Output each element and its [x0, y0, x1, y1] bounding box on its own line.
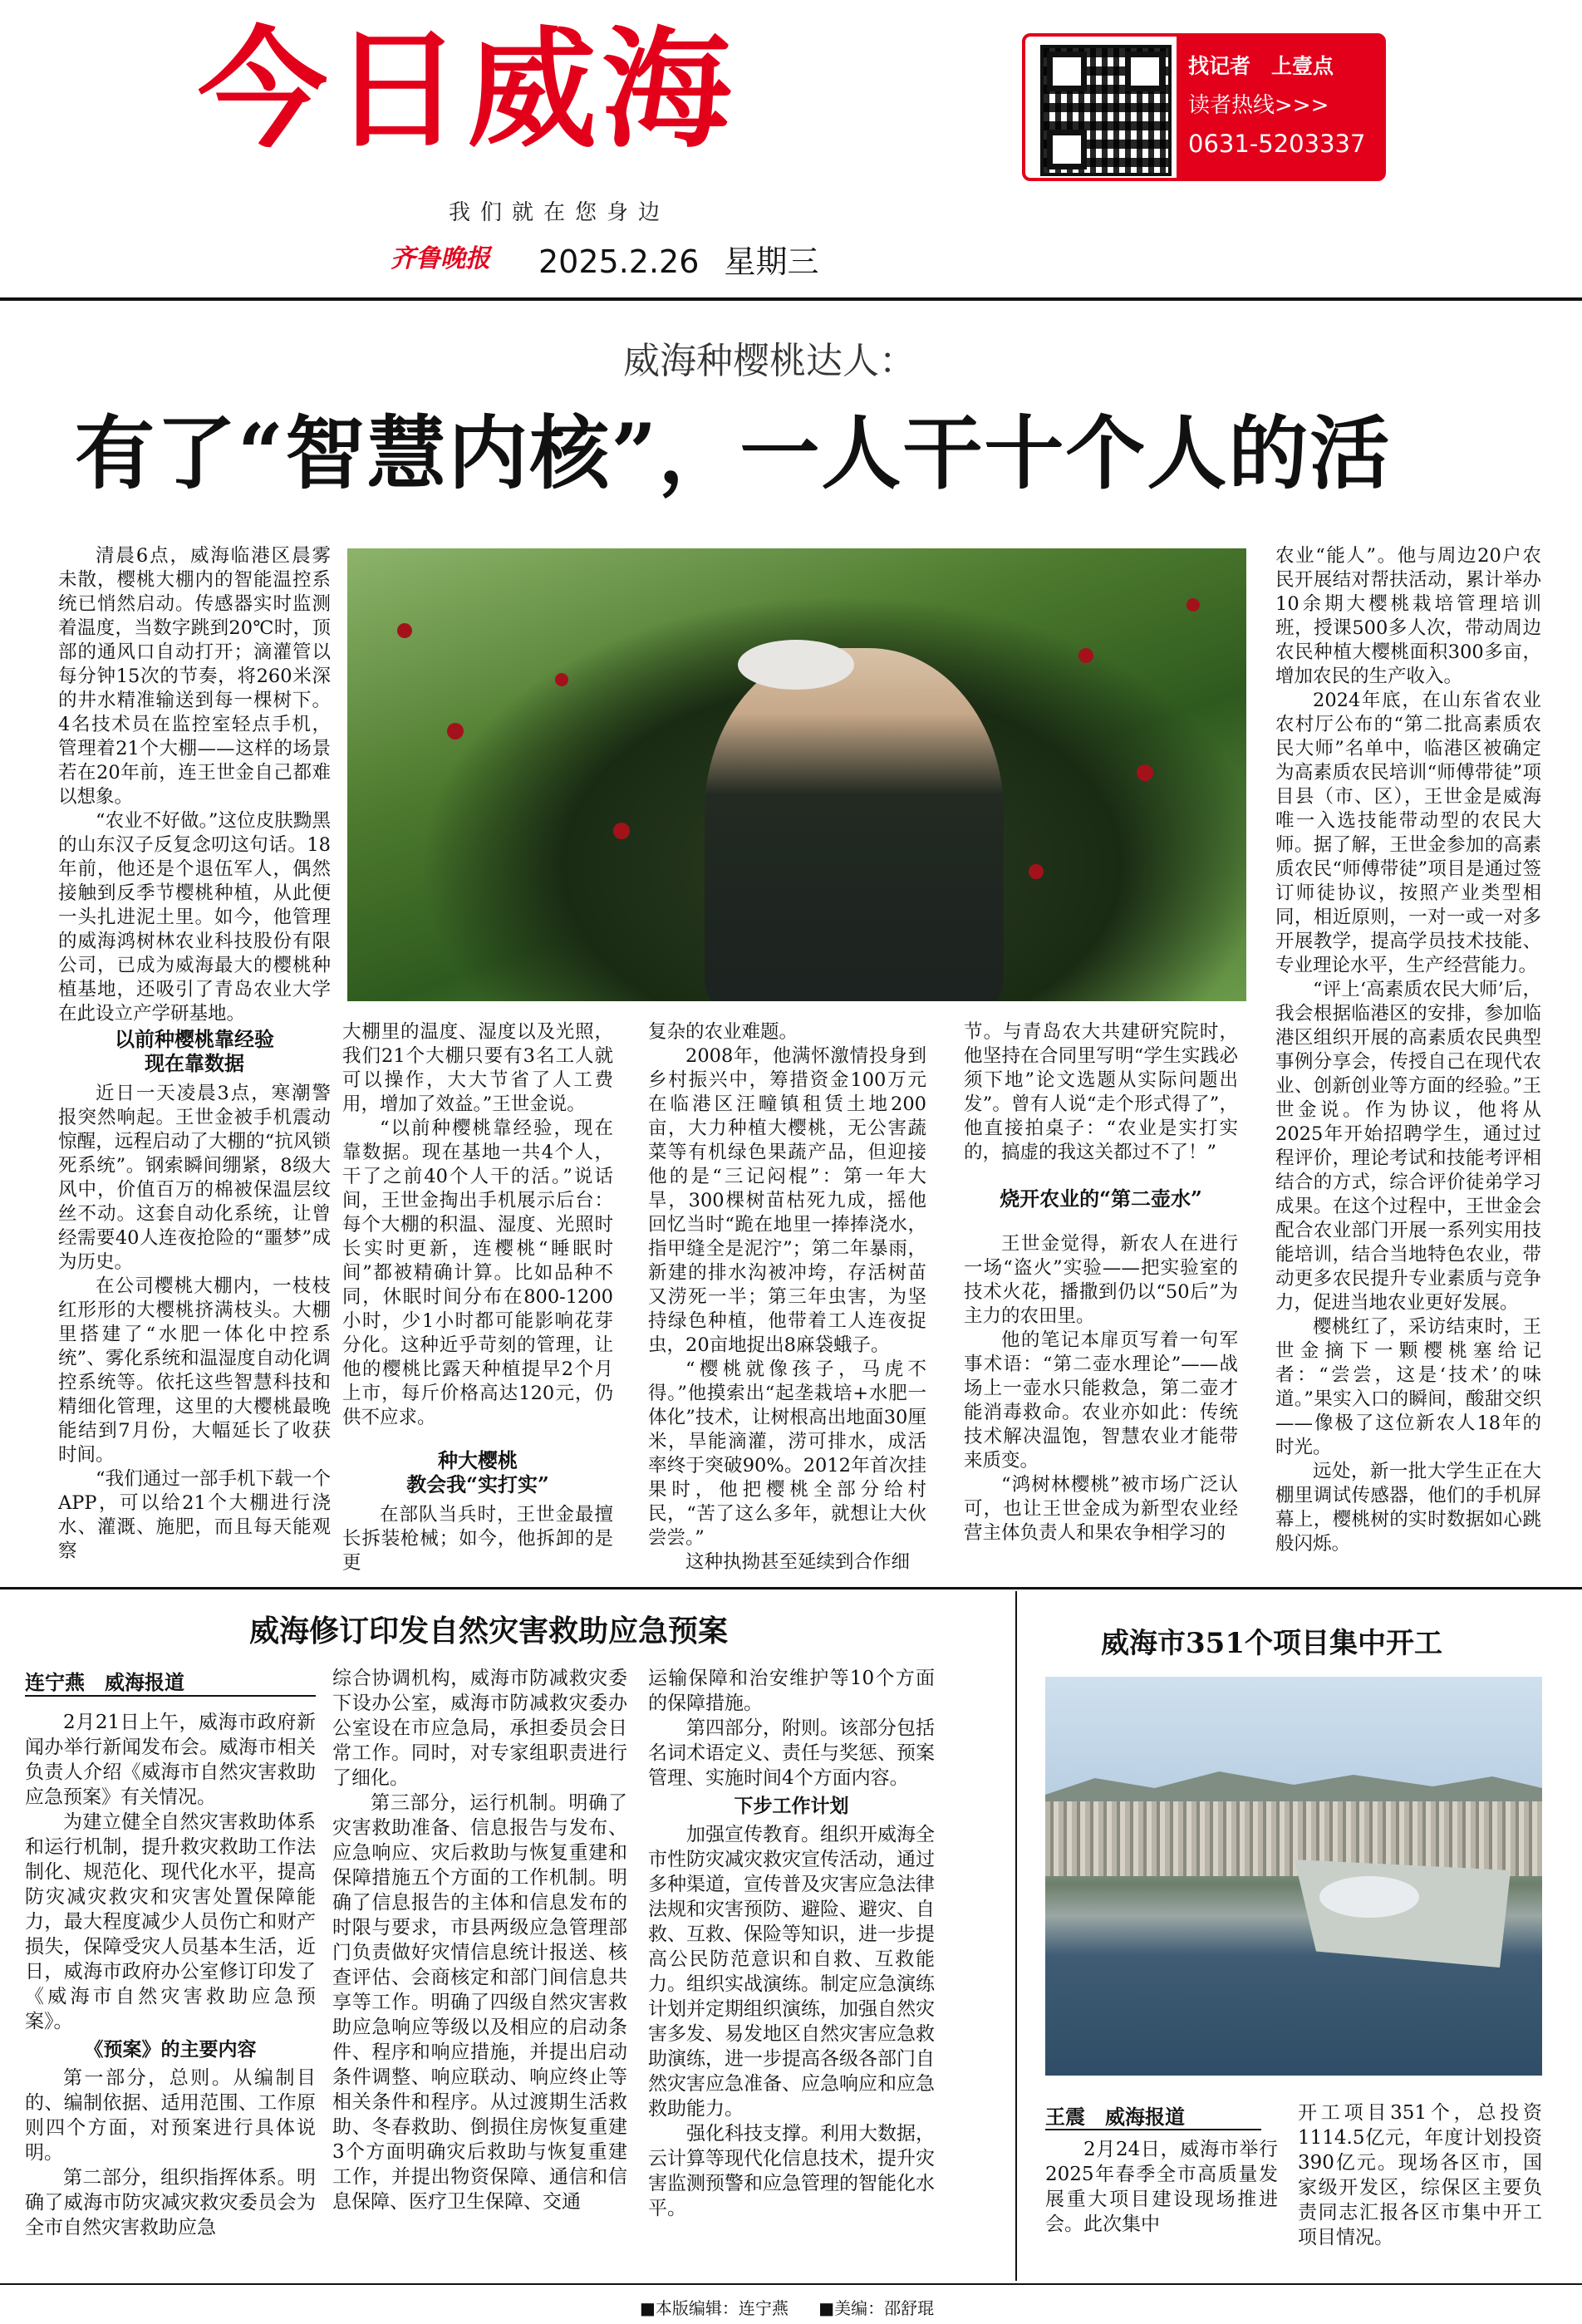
story2-headline: 威海修订印发自然灾害救助应急预案	[249, 1614, 729, 1648]
paragraph: 2008年，他满怀激情投身到乡村振兴中，筹措资金100万元在临港区汪疃镇租赁土地200亩，大力种植大樱桃，无公害蔬菜等有机绿色果蔬产品，但迎接他的是“三记闷棍”：第一年大旱，300棵树苗枯死九成，摇他回忆当时“跪在地里一捧捧浇水，指甲缝全是泥泞”；第二年暴雨，新建的排水沟被冲垮，存活树苗又涝死一半；第三年虫害，为坚持绿色种植，他带着工人连夜捉虫，20亩地捉出8麻袋蛾子。	[648, 1045, 926, 1356]
masthead-rule	[0, 297, 1582, 301]
paragraph: “农业不好做。”这位皮肤黝黑的山东汉子反复念叨这句话。18年前，他还是个退伍军人，偶然接触到反季节樱桃种植，从此便一头扎进泥土里。如今，他管理的威海鸿树林农业科技股份有限公司，已成为威海最大的樱桃种植基地，还吸引了青岛农业大学在此设立产学研基地。	[58, 810, 331, 1024]
paragraph: 节。与青岛农大共建研究院时，他坚持在合同里写明“学生实践必须下地”论文选题从实际问题出发”。曾有人说“走个形式得了”，他直接拍桌子：“农业是实打实的，搞虚的我这关都过不了！”	[964, 1021, 1238, 1163]
editor-credit: ■本版编辑：连宁燕	[640, 2298, 789, 2318]
section-subhead: 下步工作计划	[734, 1795, 849, 1817]
column-rule	[1015, 1591, 1017, 2281]
subhead-line: 种大樱桃	[438, 1448, 518, 1472]
paragraph: 近日一天凌晨3点，寒潮警报突然响起。王世金被手机震动惊醒，远程启动了大棚的“抗风锁死系统”。钢索瞬间绷紧，8级大风中，价值百万的棉被保温层纹丝不动。这套自动化系统，让曾经需要40人连夜抢险的“噩梦”成为历史。	[58, 1083, 331, 1273]
story3-photo-city-aerial	[1045, 1677, 1542, 2076]
date-value: 2025.2.26	[538, 243, 700, 280]
paragraph: 2月21日上午，威海市政府新闻办举行新闻发布会。威海市相关负责人介绍《威海市自然灾害救助应急预案》有关情况。	[25, 1712, 316, 1808]
section-subhead: 《预案》的主要内容	[84, 2038, 257, 2061]
issue-date	[538, 236, 819, 282]
hotline-line1: 找记者 上壹点	[1188, 54, 1334, 78]
paragraph: 加强宣传教育。组织开威海全市性防灾减灾救灾宣传活动，通过多种渠道，宣传普及灾害应急法律法规和灾害预防、避险、避灾、自救、互救、保险等知识，进一步提高公民防范意识和自救、互救能力。组织实战演练。制定应急演练计划并定期组织演练，加强自然灾害多发、易发地区自然灾害应急救助演练，进一步提高各级各部门自然灾害应急准备、应急响应和应急救助能力。	[648, 1824, 935, 2120]
paragraph: 运输保障和治安维护等10个方面的保障措施。	[648, 1668, 935, 1714]
paragraph: 强化科技支撑。利用大数据，云计算等现代化信息技术，提升灾害监测预警和应急管理的智能化水平。	[648, 2123, 935, 2219]
section-rule	[0, 1587, 1582, 1589]
paragraph: 第四部分，附则。该部分包括名词术语定义、责任与奖惩、预案管理、实施时间4个方面内容。	[648, 1717, 935, 1789]
paragraph: 这种执拗甚至延续到合作细	[685, 1551, 911, 1573]
paragraph: “我们通过一部手机下载一个APP，可以给21个大棚进行浇水、灌溉、施肥，而且每天能观察	[58, 1468, 331, 1562]
paragraph: 农业“能人”。他与周边20户农民开展结对帮扶活动，累计举办10余期大樱桃栽培管理培训班，授课500多人次，带动周边农民种植大樱桃面积300多亩，增加农民的生产收入。	[1275, 545, 1541, 687]
paper-name: 齐鲁晚报	[391, 244, 490, 273]
hotline-phone: 0631-5203337	[1188, 130, 1366, 158]
paragraph: 为建立健全自然灾害救助体系和运行机制，提升救灾救助工作法制化、规范化、现代化水平，提高防灾减灾救灾和灾害处置保障能力，最大程度减少人员伤亡和财产损失，保障受灾人员基本生活，近日，威海市政府办公室修订印发了《威海市自然灾害救助应急预案》。	[25, 1811, 316, 2032]
story3-headline: 威海市351个项目集中开工	[1101, 1627, 1442, 1660]
lead-col3	[648, 1020, 926, 1575]
paragraph: 2月24日，威海市举行2025年春季全市高质量发展重大项目建设现场推进会。此次集中	[1045, 2139, 1278, 2235]
lead-col2	[342, 1020, 613, 1575]
subhead-line: 现在靠数据	[145, 1051, 244, 1075]
story3-col1	[1045, 2137, 1278, 2237]
lead-col1	[58, 544, 331, 1026]
story2-col3	[648, 1666, 935, 2221]
lead-col5	[1275, 544, 1541, 1556]
qr-code-icon[interactable]	[1040, 45, 1172, 176]
subhead-line: 以前种樱桃靠经验	[115, 1027, 274, 1051]
paragraph: “樱桃就像孩子，马虎不得。”他摸索出“起垄栽培+水肥一体化”技术，让树根高出地面30厘米，旱能滴灌，涝可排水，成活率终于突破90%。2012年首次挂果时，他把樱桃全部分给村民，“苦了这么多年，就想让大伙尝尝。”	[648, 1359, 926, 1549]
section-subhead	[342, 1448, 613, 1496]
paragraph: 复杂的农业难题。	[648, 1021, 798, 1043]
story3-col2	[1298, 2100, 1542, 2250]
paragraph: “鸿树林樱桃”被市场广泛认可，也让王世金成为新型农业经营主体负责人和果农争相学习的	[964, 1474, 1238, 1544]
lead-col1b	[58, 1020, 331, 1564]
paragraph: 第二部分，组织指挥体系。明确了威海市防灾减灾救灾委员会为全市自然灾害救助应急	[25, 2167, 316, 2238]
lead-kicker: 威海种樱桃达人：	[623, 340, 916, 382]
paragraph: 他的笔记本扉页写着一句军事术语：“第二壶水理论”——战场上一壶水只能救急，第二壶才能消毒救命。农业亦如此：传统技术解决温饱，智慧农业才能带来质变。	[964, 1329, 1238, 1472]
hotline-line2: 读者热线>>>	[1188, 93, 1329, 118]
paragraph: 樱桃红了，采访结束时，王世金摘下一颗樱桃塞给记者：“尝尝，这是‘技术’的味道。”果实入口的瞬间，酸甜交织——像极了这位新农人18年的时光。	[1275, 1316, 1541, 1458]
designer-credit: ■美编：邵舒琨	[818, 2298, 935, 2318]
paragraph: 2024年底，在山东省农业农村厅公布的“第二批高素质农民大师”名单中，临港区被确定为高素质农民培训“师傅带徒”项目县（市、区），王世金是威海唯一入选技能带动型的农民大师。据了解，王世金参加的高素质农民“师傅带徒”项目是通过签订师徒协议，按照产业类型相同，相近原则，一对一或一对多开展教学，提高学员技术技能、专业理论水平，生产经营能力。	[1275, 690, 1541, 976]
paragraph: 在公司樱桃大棚内，一枝枝红形形的大樱桃挤满枝头。大棚里搭建了“水肥一体化中控系统”、雾化系统和温湿度自动化调控系统等。依托这些智慧科技和精细化管理，这里的大樱桃最晚能结到7月份，大幅延长了收获时间。	[58, 1275, 331, 1466]
byline-rule	[1045, 2129, 1261, 2130]
lead-photo-farmer-cherry-trees	[347, 548, 1246, 1001]
footer-rule	[0, 2283, 1582, 2285]
paragraph: 在部队当兵时，王世金最擅长拆装枪械；如今，他拆卸的是更	[342, 1504, 613, 1574]
weekday: 星期三	[724, 243, 819, 280]
page-credits	[640, 2295, 934, 2319]
hotline-panel	[1177, 37, 1383, 178]
paragraph: 远处，新一批大学生正在大棚里调试传感器，他们的手机屏幕上，樱桃树的实时数据如心跳般闪烁。	[1275, 1461, 1541, 1555]
lead-col4	[964, 1020, 1238, 1545]
section-subhead	[58, 1027, 331, 1075]
story2-byline: 连宁燕 威海报道	[25, 1671, 184, 1694]
story2-col1	[25, 1710, 316, 2240]
lead-headline: 有了“智慧内核”，一人干十个人的活	[75, 406, 1392, 500]
subhead-line: 教会我“实打实”	[406, 1472, 549, 1496]
paragraph: 综合协调机构，威海市防减救灾委下设办公室，威海市防减救灾委办公室设在市应急局，承担委员会日常工作。同时，对专家组职责进行了细化。	[332, 1668, 627, 1789]
paragraph: “以前种樱桃靠经验，现在靠数据。现在基地一共4个人，干了之前40个人干的活。”说话间，王世金掏出手机展示后台：每个大棚的积温、湿度、光照时长实时更新，连樱桃“睡眠时间”都被精确计算。比如品种不同，休眠时间分布在800-1200小时，少1小时都可能影响花芽分化。这种近乎苛刻的管理，让他的樱桃比露天种植提早2个月上市，每斤价格高达120元，仍供不应求。	[342, 1118, 613, 1428]
paragraph: “评上‘高素质农民大师’后，我会根据临港区的安排，参加临港区组织开展的高素质农民典型事例分享会，传授自己在现代农业、创新创业等方面的经验。”王世金说。作为协议，他将从2025年开始招聘学生，通过过程评价，理论考试和技能考评相结合的方式，综合评价徒弟学习成果。在这个过程中，王世金会配合农业部门开展一系列实用技能培训，结合当地特色农业，带动更多农民提升专业素质与竞争力，促进当地农业更好发展。	[1275, 979, 1541, 1314]
paragraph: 第一部分，总则。从编制目的、编制依据、适用范围、工作原则四个方面，对预案进行具体说明。	[25, 2067, 316, 2164]
story2-col2	[332, 1666, 627, 2214]
paragraph: 清晨6点，威海临港区晨雾未散，樱桃大棚内的智能温控系统已悄然启动。传感器实时监测着温度，当数字跳到20℃时，顶部的通风口自动打开；滴灌管以每分钟15次的节奏，将260米深的井水精准输送到每一棵树下。4名技术员在监控室轻点手机，管理着21个大棚——这样的场景若在20年前，连王世金自己都难以想象。	[58, 545, 331, 808]
section-subhead: 烧开农业的“第二壶水”	[1000, 1187, 1202, 1211]
hotline-box	[1022, 33, 1386, 181]
paragraph: 开工项目351个，总投资1114.5亿元，年度计划投资390亿元。现场各区市，国家级开发区，综保区主要负责同志汇报各区市集中开工项目情况。	[1298, 2102, 1542, 2248]
story3-byline: 王震 威海报道	[1045, 2105, 1185, 2129]
paragraph: 大棚里的温度、湿度以及光照，我们21个大棚只要有3名工人就可以操作，大大节省了人工费用，增加了效益。”王世金说。	[342, 1021, 613, 1115]
paragraph: 王世金觉得，新农人在进行一场“盗火”实验——把实验室的技术火花，播撒到仍以“50后”为主力的农田里。	[964, 1233, 1238, 1327]
masthead-title: 今日威海	[198, 14, 736, 165]
paragraph: 第三部分，运行机制。明确了灾害救助准备、信息报告与发布、应急响应、灾后救助与恢复重建和保障措施五个方面的工作机制。明确了信息报告的主体和信息发布的时限与要求，市县两级应急管理部门负责做好灾情信息统计报送、核查评估、会商核定和部门间信息共享等工作。明确了四级自然灾害救助应急响应等级以及相应的启动条件、程序和响应措施，并提出启动条件调整、响应联动、响应终止等相关条件和程序。从过渡期生活救助、冬春救助、倒损住房恢复重建3个方面明确灾后救助与恢复重建工作，并提出物资保障、通信和信息保障、医疗卫生保障、交通	[332, 1792, 627, 2213]
masthead-slogan: 我们就在您身边	[449, 200, 671, 225]
byline-rule	[25, 1695, 316, 1697]
